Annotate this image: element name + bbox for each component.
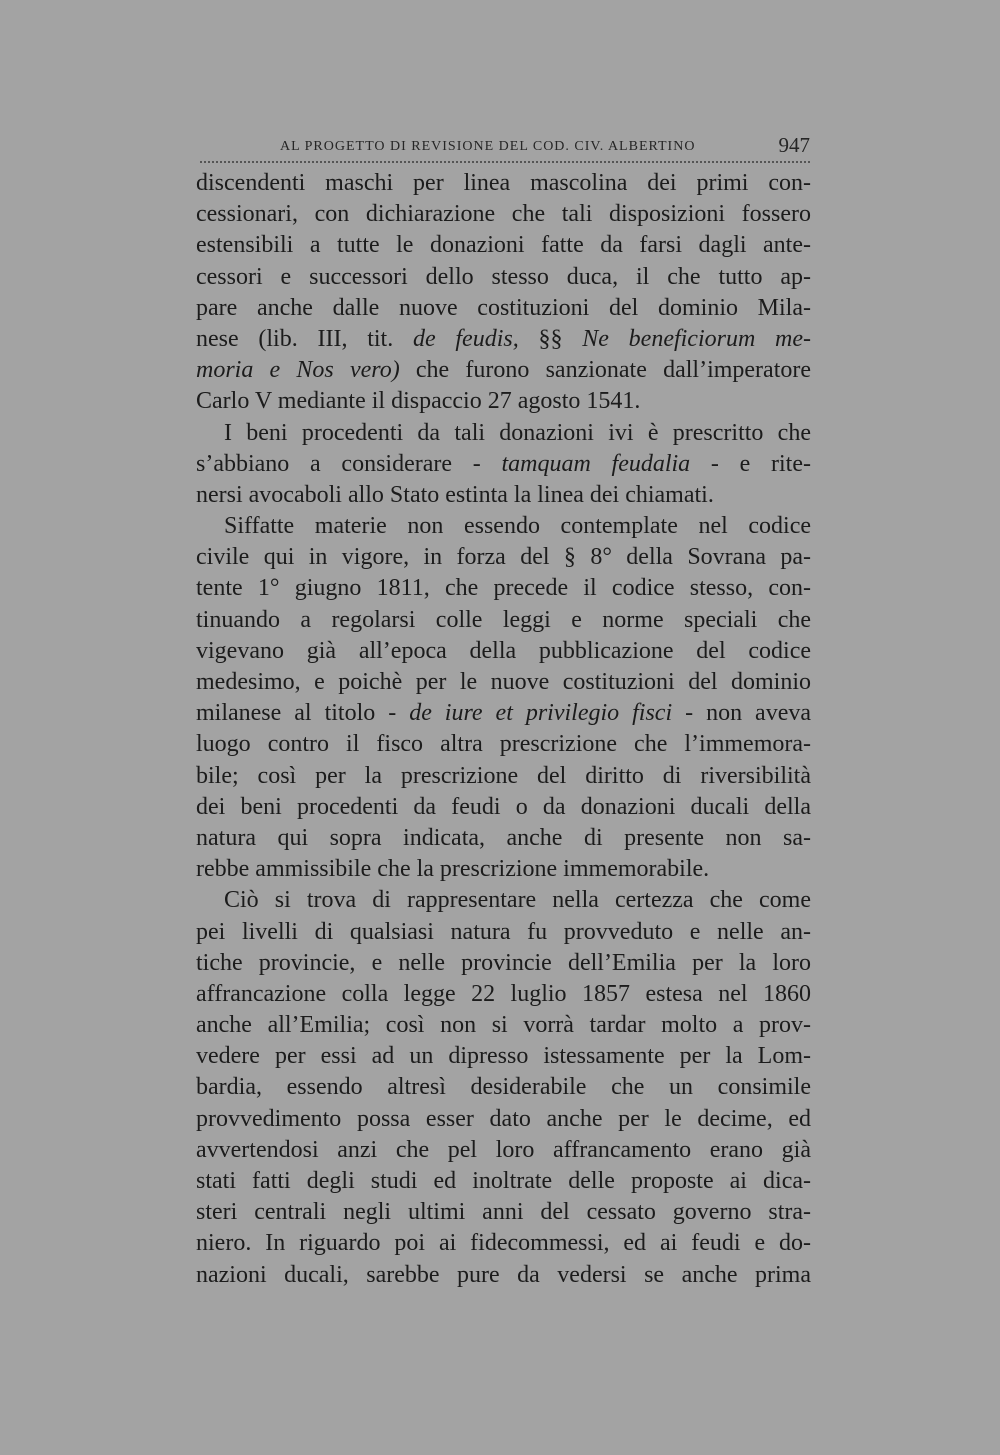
- text-line: medesimo, e poichè per le nuove costituzioni del dominio: [196, 669, 811, 695]
- italic-phrase: tamquam feudalia: [501, 450, 691, 477]
- text-line: pare anche dalle nuove costituzioni del dominio Mila-: [196, 294, 811, 321]
- text-line: natura qui sopra indicata, anche di presente non sa-: [196, 824, 811, 851]
- text-line: pei livelli di qualsiasi natura fu provveduto e nelle an-: [196, 918, 811, 945]
- text-line: stati fatti degli studi ed inoltrate delle proposte ai dica-: [196, 1168, 811, 1194]
- italic-phrase: de iure et privilegio fisci: [409, 700, 673, 727]
- page-header: [200, 132, 810, 166]
- text-line: tinuando a regolarsi colle leggi e norme speciali che: [196, 606, 811, 633]
- text-line: Carlo V mediante il dispaccio 27 agosto 1541.: [196, 388, 641, 415]
- text-line: civile qui in vigore, in forza del § 8° della Sovrana pa-: [196, 544, 811, 571]
- text-line: discendenti maschi per linea mascolina dei primi con-: [196, 170, 811, 196]
- text-line: vigevano già all’epoca della pubblicazione del codice: [196, 637, 811, 664]
- text-line: I beni procedenti da tali donazioni ivi è prescritto che: [224, 419, 811, 446]
- text-line: vedere per essi ad un dipresso istessamente per la Lom-: [196, 1043, 811, 1070]
- italic-citation: Ne beneficiorum me-: [582, 325, 812, 352]
- text-line: steri centrali negli ultimi anni del cessato governo stra-: [196, 1199, 811, 1226]
- text-line: milanese al titolo - de iure et privilegio fisci - non aveva: [196, 700, 812, 727]
- text-line: provvedimento possa esser dato anche per le decime, ed: [196, 1105, 811, 1132]
- text-line: moria e Nos vero) che furono sanzionate dall’imperatore: [196, 357, 812, 384]
- text-line: niero. In riguardo poi ai fidecommessi, ed ai feudi e do-: [196, 1230, 811, 1257]
- text-line: tente 1° giugno 1811, che precede il codice stesso, con-: [196, 575, 811, 602]
- text-line: rebbe ammissibile che la prescrizione immemorabile.: [196, 856, 710, 883]
- text-line: Ciò si trova di rappresentare nella certezza che come: [224, 887, 811, 914]
- text-line: nazioni ducali, sarebbe pure da vedersi se anche prima: [196, 1261, 811, 1288]
- text-line: Siffatte materie non essendo contemplate nel codice: [224, 513, 811, 540]
- text-line: estensibili a tutte le donazioni fatte da farsi dagli ante-: [196, 232, 811, 259]
- text-line: affrancazione colla legge 22 luglio 1857 estesa nel 1860: [196, 980, 811, 1007]
- header-rule: [200, 161, 810, 163]
- text-line: dei beni procedenti da feudi o da donazioni ducali della: [196, 793, 811, 820]
- text-line: cessionari, con dichiarazione che tali disposizioni fossero: [196, 201, 811, 228]
- running-title: AL PROGETTO DI REVISIONE DEL COD. CIV. ALBERTINO: [280, 139, 696, 154]
- text-line: cessori e successori dello stesso duca, il che tutto ap-: [196, 263, 811, 290]
- text-line: luogo contro il fisco altra prescrizione che l’immemora-: [196, 731, 811, 758]
- text-line: anche all’Emilia; così non si vorrà tardar molto a prov-: [196, 1012, 811, 1039]
- text-line: nese (lib. III, tit. de feudis, §§ Ne beneficiorum me-: [196, 325, 812, 352]
- italic-citation: de feudis,: [412, 325, 519, 352]
- text-line: tiche provincie, e nelle provincie dell’Emilia per la loro: [196, 949, 811, 976]
- text-line: s’abbiano a considerare - tamquam feudalia - e rite-: [196, 450, 811, 477]
- page-number: 947: [778, 133, 810, 157]
- text-line: avvertendosi anzi che pel loro affrancamento erano già: [196, 1136, 811, 1163]
- text-line: nersi avocaboli allo Stato estinta la linea dei chiamati.: [196, 481, 714, 508]
- body-text: [196, 168, 811, 1291]
- text-line: bardia, essendo altresì desiderabile che un consimile: [196, 1074, 811, 1101]
- text-line: bile; così per la prescrizione del diritto di riversibilità: [196, 762, 811, 789]
- italic-citation: moria e Nos vero): [196, 357, 400, 384]
